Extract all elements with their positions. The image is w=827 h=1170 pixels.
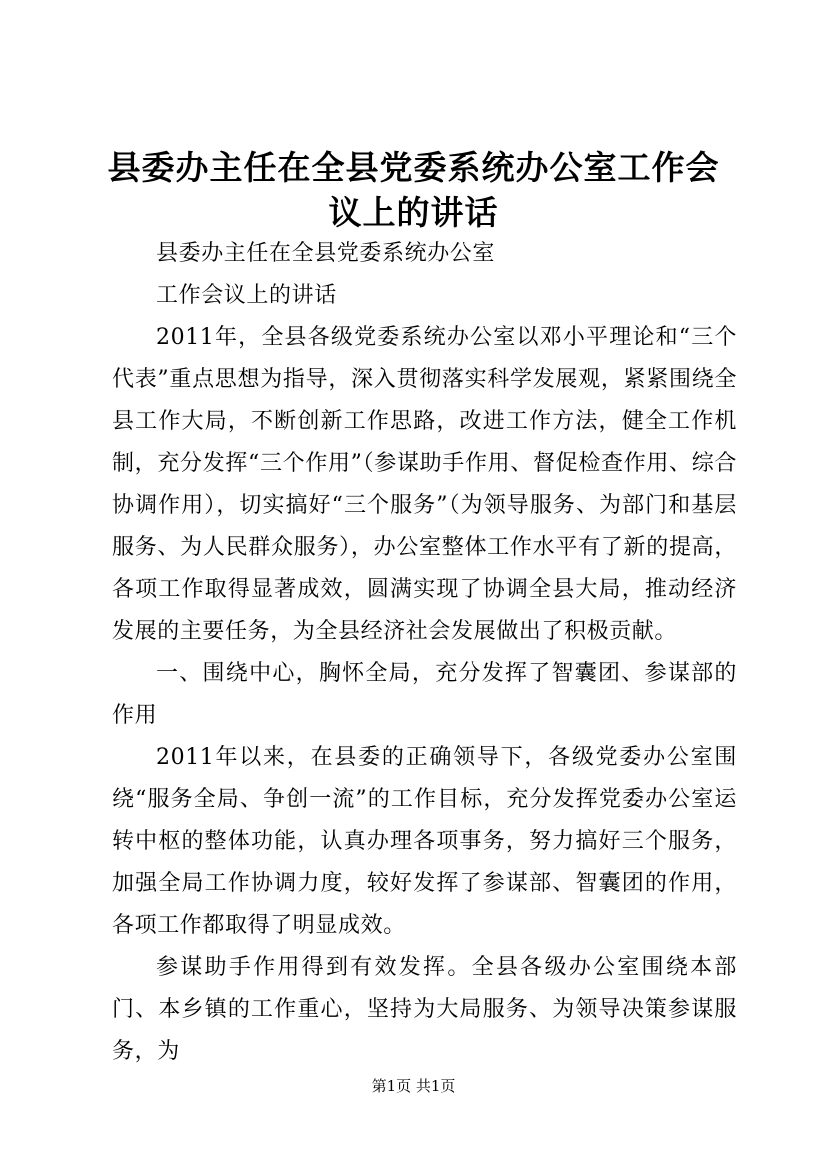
- paragraph-advisory-role: 参谋助手作用得到有效发挥。全县各级办公室围绕本部门、本乡镇的工作重心，坚持为大局服务、为领导决策参谋服务，为: [112, 955, 737, 1064]
- document-body: [112, 233, 737, 1073]
- document-title: 县委办主任在全县党委系统办公室工作会议上的讲话: [107, 148, 720, 232]
- paragraph-intro: 2011年，全县各级党委系统办公室以邓小平理论和“三个代表”重点思想为指导，深入贯彻落实科学发展观，紧紧围绕全县工作大局，不断创新工作思路，改进工作方法，健全工作机制，充分发挥“三个作用”（参谋助手作用、督促检查作用、综合协调作用），切实搞好“三个服务”（为领导服务、为部门和基层服务、为人民群众服务），办公室整体工作水平有了新的提高，各项工作取得显著成效，圆满实现了协调全县大局，推动经济发展的主要任务，为全县经济社会发展做出了积极贡献。: [112, 325, 737, 644]
- paragraph-subtitle-line-1: 县委办主任在全县党委系统办公室: [156, 241, 496, 266]
- section-heading-1: 一、围绕中心，胸怀全局，充分发挥了智囊团、参谋部的作用: [112, 661, 737, 728]
- paragraph-subtitle-line-2: 工作会议上的讲话: [156, 283, 337, 308]
- page-footer: 第1页 共1页: [371, 1077, 456, 1095]
- paragraph-section-1: 2011年以来，在县委的正确领导下，各级党委办公室围绕“服务全局、争创一流”的工作目标，充分发挥党委办公室运转中枢的整体功能，认真办理各项事务，努力搞好三个服务，加强全局工作协调力度，较好发挥了参谋部、智囊团的作用，各项工作都取得了明显成效。: [112, 745, 737, 938]
